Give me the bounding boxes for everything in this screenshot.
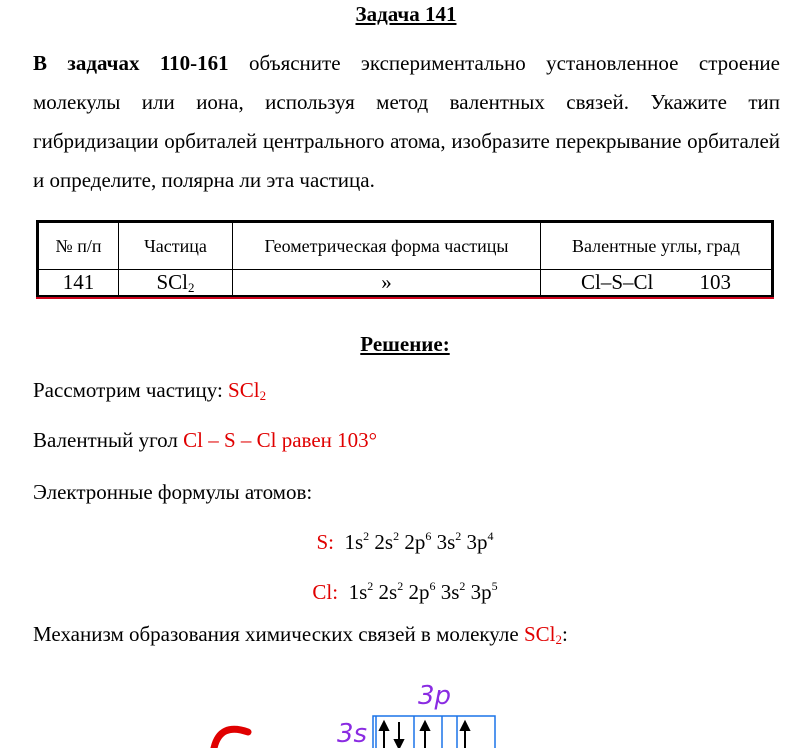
header-number: № п/п — [39, 223, 119, 270]
formula-s-label: S: — [316, 530, 334, 554]
cell-angles — [541, 270, 772, 296]
electron-arrows — [380, 722, 469, 748]
label-3s: 3s — [337, 719, 368, 748]
cell-shape: » — [233, 270, 541, 296]
arrow-up-2-head — [421, 722, 429, 730]
statement-text: объясните экспериментально установленное строение молекулы или иона, используя метод валентных связей. Укажите тип гибридизации орбиталей центрального атома, изобразите перекрывание орбиталей и определите, полярна ли эта частица. — [33, 51, 780, 192]
orbital-box-outer — [373, 716, 495, 748]
handwritten-s-letter — [214, 729, 248, 748]
data-table — [36, 220, 774, 298]
statement-bold-prefix: В задачах 110-161 — [33, 51, 229, 75]
mechanism-formula: SCl$_2$ — [523, 622, 562, 647]
arrow-up-1-head — [380, 722, 388, 730]
formula-cl: Cl: $1s^2$ $2s^2$ $2p^6$ $3s^2$ $3p^5$ — [312, 579, 498, 604]
formula-s: S: $1s^2$ $2s^2$ $2p^6$ $3s^2$ $3p^4$ — [316, 529, 494, 554]
consider-formula: SCl$_2$ — [228, 378, 267, 403]
header-shape: Геометрическая форма частицы — [233, 223, 541, 270]
arrow-down-1-head — [395, 740, 403, 748]
problem-statement — [33, 44, 780, 200]
red-underline — [36, 297, 774, 299]
orbital-boxes — [373, 716, 495, 748]
label-3p: 3p — [418, 681, 452, 711]
cell-number: 141 — [39, 270, 119, 296]
electron-heading: Электронные формулы атомов: — [33, 480, 313, 504]
orbital-diagram — [200, 670, 520, 748]
arrow-up-3-head — [461, 722, 469, 730]
header-angles: Валентные углы, град — [541, 223, 772, 270]
angle-label: Cl–S–Cl — [581, 270, 654, 294]
header-particle: Частица — [119, 223, 233, 270]
consider-line: Рассмотрим частицу: SCl$_2$ — [33, 378, 267, 403]
angle-line: Валентный угол Cl – S – Cl равен 103° — [33, 428, 378, 452]
solution-heading: Решение: — [360, 332, 450, 356]
angle-value: 103 — [699, 270, 731, 294]
angle-value-text: Cl – S – Cl равен 103° — [183, 428, 378, 452]
problem-title: Задача 141 — [355, 2, 457, 26]
mechanism-line: Механизм образования химических связей в молекуле SCl$_2$: — [33, 622, 568, 647]
cell-particle: SCl$_2$ — [119, 270, 233, 296]
formula-cl-label: Cl: — [312, 580, 339, 604]
